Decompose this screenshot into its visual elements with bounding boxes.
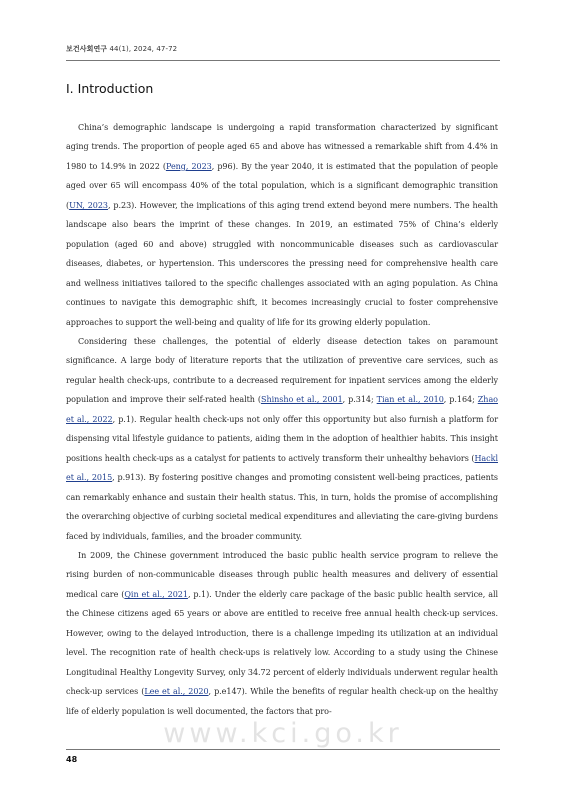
paragraph <box>66 118 498 332</box>
citation-link[interactable]: Qin et al., 2021 <box>124 589 188 599</box>
paragraph-text: , p96). By the year 2040, it is estimated that the population of people aged over 65 will encompass 40% of the total population, which is a significant demographic transition ( <box>66 161 498 210</box>
paragraph-text: , p.23). However, the implications of this aging trend extend beyond mere numbers. The health landscape also bears the imprint of these changes. In 2019, an estimated 75% of China’s elderly population (aged 60 and above) struggled with noncommunicable diseases such as cardiovascular diseases, diabetes, or hypertension. This underscores the pressing need for comprehensive health care and wellness initiatives tailored to the specific challenges associated with an aging population. As China continues to navigate this demographic shift, it becomes increasingly crucial to foster comprehensive approaches to support the well-being and quality of life for its growing elderly population. <box>66 200 498 327</box>
issue-info: 44(1), 2024, 47-72 <box>109 45 178 53</box>
paragraph-text: , p.164; <box>443 395 478 405</box>
citation-link[interactable]: Peng, 2023 <box>165 161 212 171</box>
paragraph-text: China’s demographic landscape is undergoing a rapid transformation characterized by significant aging trends. The proportion of people aged 65 and above has witnessed a remarkable shift from 4.4% in 1980 to 14.9% in 2022 ( <box>66 123 498 171</box>
citation-link[interactable]: Lee et al., 2020 <box>144 687 209 697</box>
citation-link[interactable]: UN, 2023 <box>69 200 108 210</box>
watermark: www.kci.go.kr <box>163 718 403 749</box>
citation-link[interactable]: Zhao et al., 2022 <box>66 395 498 424</box>
body-text <box>66 118 498 721</box>
section-heading: Ⅰ. Introduction <box>66 81 154 96</box>
paragraph-text: , p.e147). While the benefits of regular health check-up on the healthy life of elderly population is well documented, the factors that pro- <box>66 687 499 716</box>
citation-link[interactable]: Tian et al., 2010 <box>376 395 444 405</box>
paragraph-text: , p.1). Regular health check-ups not only offer this opportunity but also furnish a platform for dispensing vital lifestyle guidance to patients, aiding them in the adoption of healthier habits. This insight positions health check-ups as a catalyst for patients to actively transform their unhealthy behaviors ( <box>66 414 499 463</box>
paragraph-text: , p.1). Under the elderly care package of the basic public health service, all the Chinese citizens aged 65 years or above are entitled to receive free annual health check-up services. However, owing to the delayed introduction, there is a challenge impeding its utilization at an individual level. The recognition rate of health check-ups is relatively low. According to a study using the Chinese Longitudinal Healthy Longevity Survey, only 34.72 percent of elderly individuals underwent regular health check-up services ( <box>66 589 498 697</box>
footer-divider <box>66 749 500 750</box>
running-head <box>66 44 177 54</box>
page-number: 48 <box>66 755 78 764</box>
citation-link[interactable]: Hackl et al., 2015 <box>66 453 498 483</box>
citation-link[interactable]: Shinsho et al., 2001 <box>260 395 343 405</box>
header-divider <box>66 60 500 61</box>
paragraph <box>66 546 498 721</box>
paragraph <box>66 332 498 546</box>
paragraph-text: In 2009, the Chinese government introduced the basic public health service program to relieve the rising burden of non-communicable diseases through public health measures and delivery of essential medical care ( <box>66 550 498 599</box>
paragraph-text: Considering these challenges, the potential of elderly disease detection takes on paramount significance. A large body of literature reports that the utilization of preventive care services, such as regular health check-ups, contribute to a decreased requirement for inpatient services among the elderly population and improve their self-rated health ( <box>66 336 498 405</box>
paragraph-text: , p.314; <box>342 395 377 405</box>
journal-title: 보건사회연구 <box>66 45 108 53</box>
paragraph-text: , p.913). By fostering positive changes and promoting consistent well-being practices, patients can remarkably enhance and sustain their health status. This, in turn, holds the promise of accomplishing the overarching objective of curbing societal medical expenditures and alleviating the care-giving burdens faced by individuals, families, and the broader community. <box>66 473 498 541</box>
